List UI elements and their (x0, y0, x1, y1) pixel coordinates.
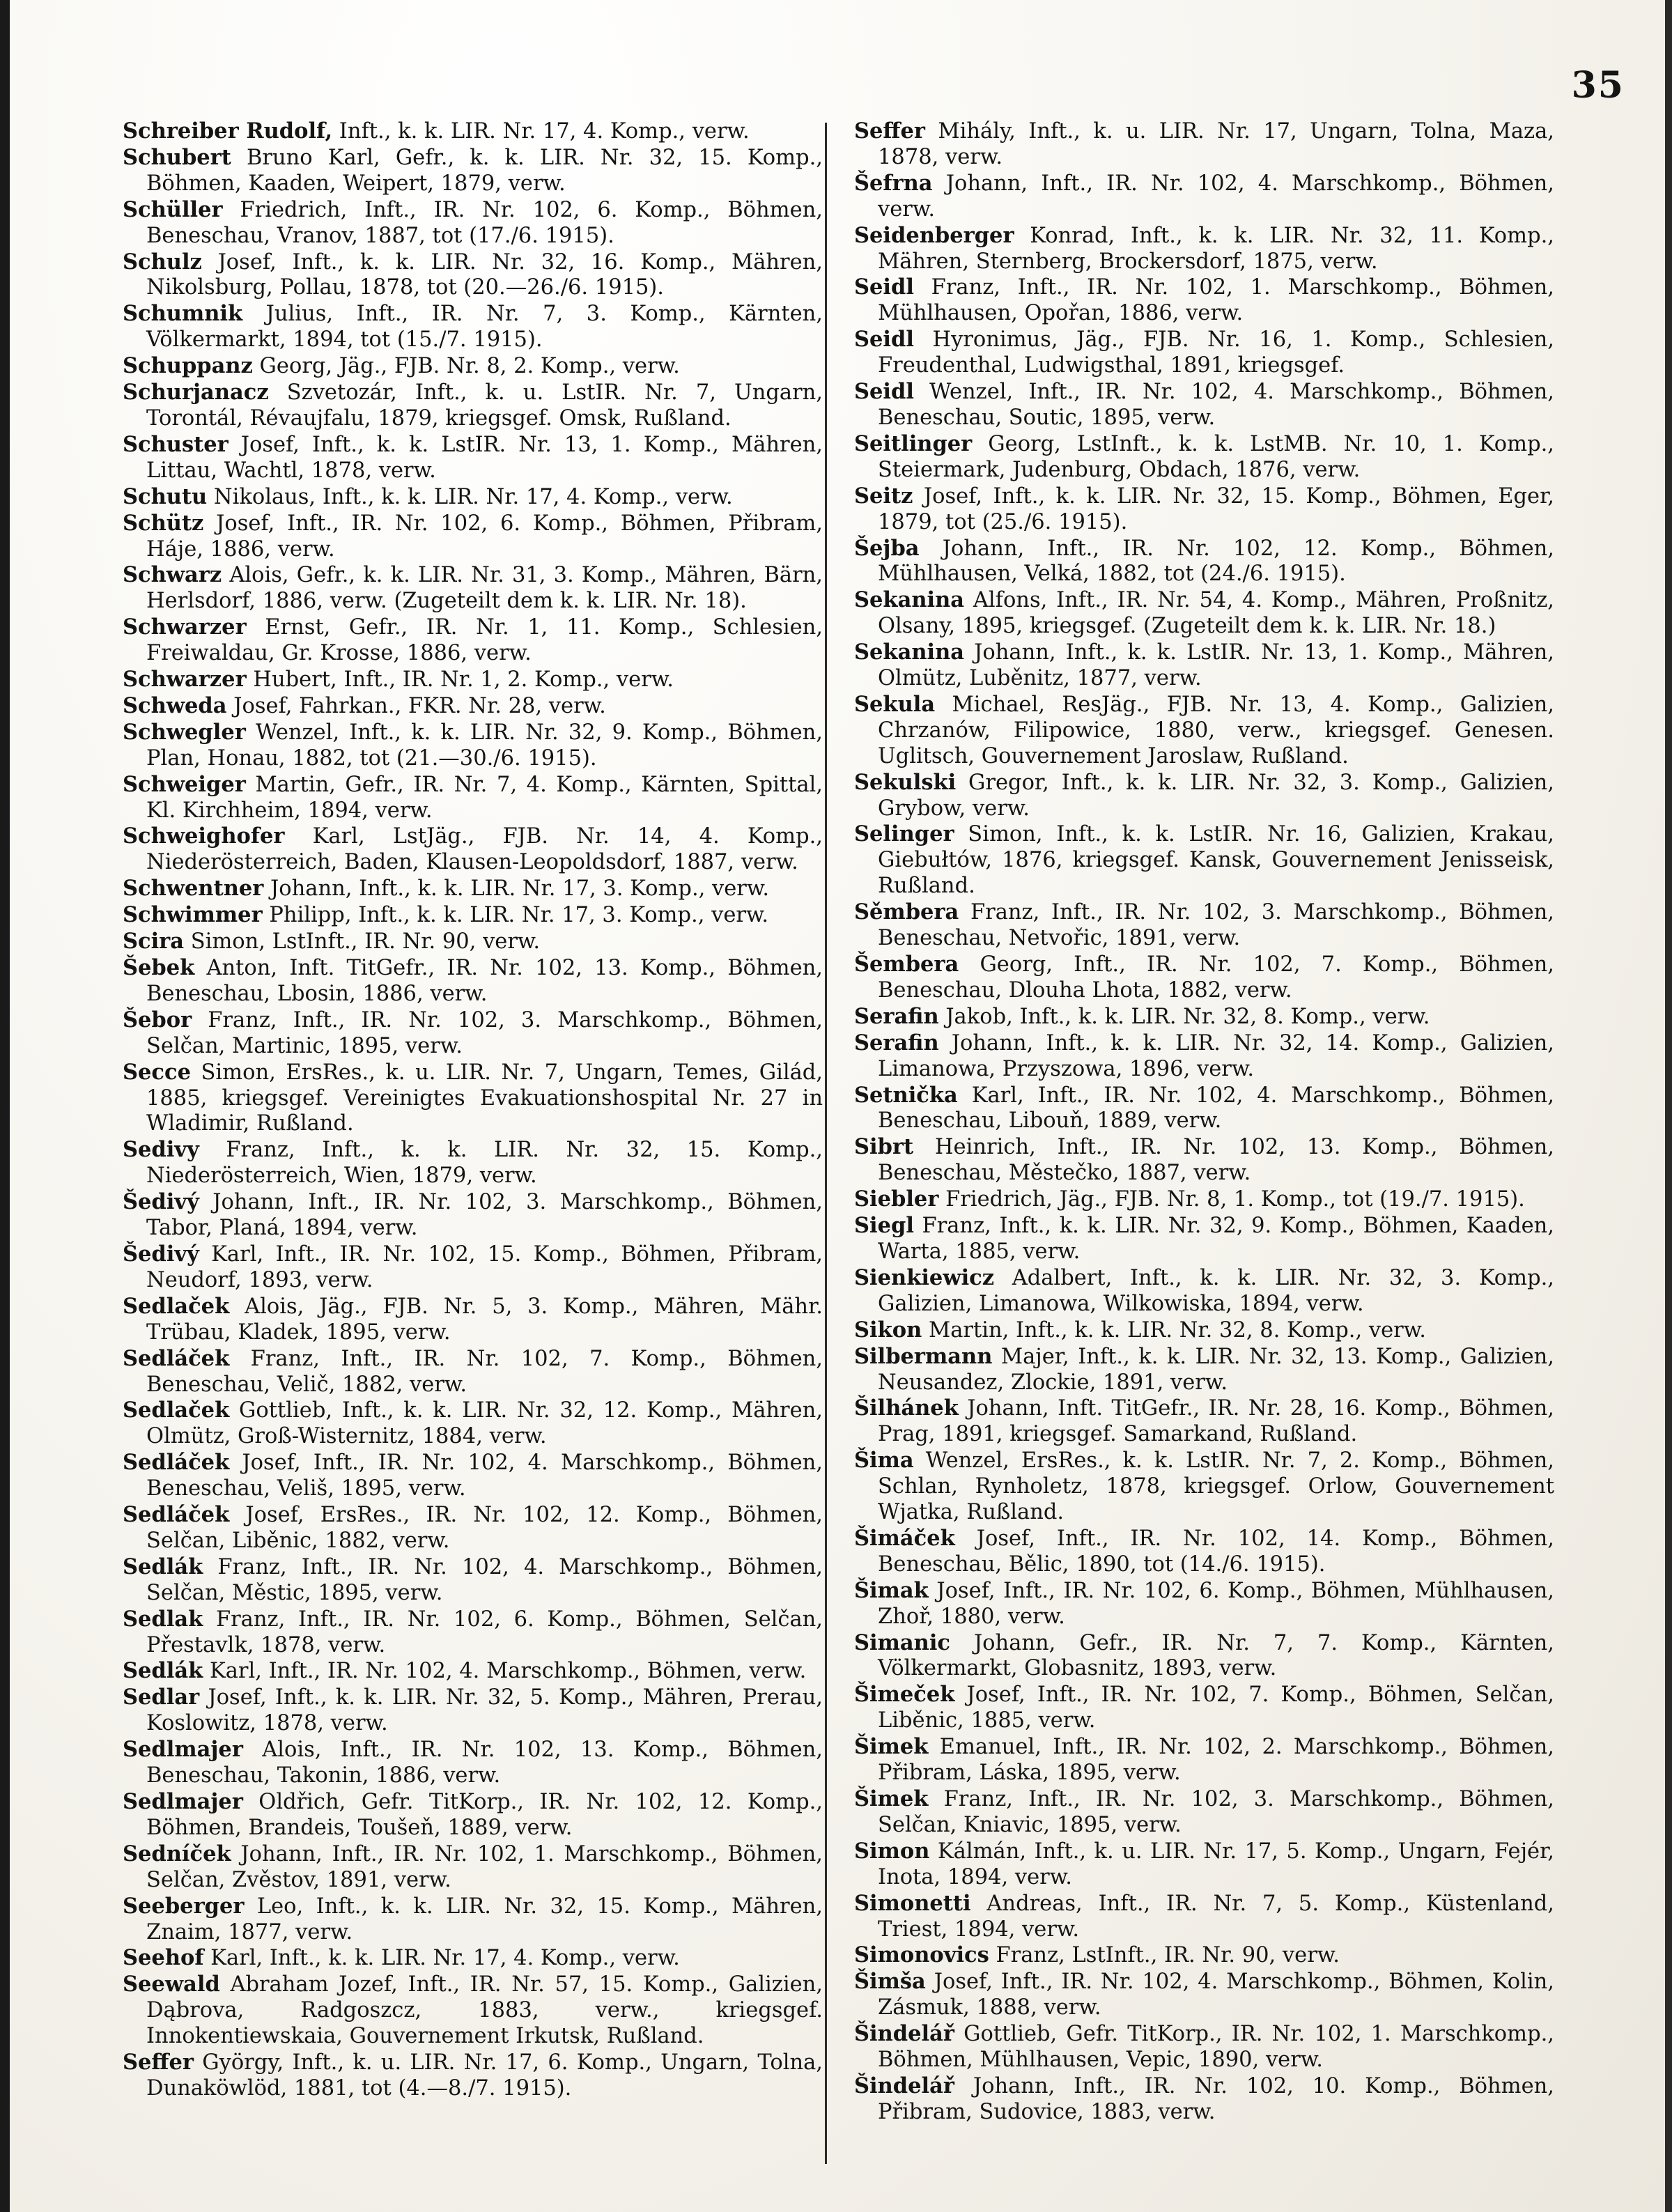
entry-name: Sedníček (123, 1841, 231, 1866)
list-item (123, 772, 823, 824)
entry-details: Franz, LstInft., IR. Nr. 90, verw. (989, 1943, 1340, 1968)
entry-details: Josef, Inft., IR. Nr. 102, 4. Marschkomp., Böhmen, Beneschau, Veliš, 1895, verw. (146, 1451, 823, 1501)
entry-name: Seffer (854, 118, 925, 144)
list-item (854, 1891, 1554, 1943)
entry-name: Schüller (123, 196, 223, 222)
entry-name: Seidl (854, 274, 914, 300)
entry-details: Andreas, Inft., IR. Nr. 7, 5. Komp., Küstenland, Triest, 1894, verw. (878, 1891, 1554, 1942)
entry-name: Schwarzer (123, 614, 247, 640)
entry-name: Schweda (123, 693, 227, 718)
entry-name: Sedlak (123, 1606, 203, 1632)
entry-name: Schweiger (123, 771, 246, 797)
list-item (854, 484, 1554, 536)
entry-details: Alois, Gefr., k. k. LIR. Nr. 31, 3. Komp., Mähren, Bärn, Herlsdorf, 1886, verw. (Zugeteilt dem k. k. LIR. Nr. 18). (146, 563, 823, 614)
entry-details: Josef, Inft., k. k. LIR. Nr. 32, 5. Komp., Mähren, Prerau, Koslowitz, 1878, verw. (146, 1685, 823, 1736)
entry-details: Emanuel, Inft., IR. Nr. 102, 2. Marschkomp., Böhmen, Přibram, Láska, 1895, verw. (878, 1735, 1554, 1786)
entry-details: Karl, Inft., IR. Nr. 102, 4. Marschkomp., Böhmen, verw. (203, 1659, 807, 1684)
list-item (854, 431, 1554, 484)
page-number: 35 (1571, 64, 1625, 107)
entry-name: Selinger (854, 821, 954, 847)
entry-details: Josef, ErsRes., IR. Nr. 102, 12. Komp., Böhmen, Selčan, Liběnic, 1882, verw. (146, 1503, 823, 1553)
entry-name: Sedláček (123, 1502, 230, 1528)
entry-name: Šimek (854, 1786, 929, 1811)
entry-details: Oldřich, Gefr. TitKorp., IR. Nr. 102, 12. Komp., Böhmen, Brandeis, Toušeň, 1889, verw. (146, 1790, 823, 1840)
entry-details: Mihály, Inft., k. u. LIR. Nr. 17, Ungarn, Tolna, Maza, 1878, verw. (878, 119, 1554, 169)
entry-name: Šefrna (854, 170, 933, 196)
entry-details: Hyronimus, Jäg., FJB. Nr. 16, 1. Komp., Schlesien, Freudenthal, Ludwigsthal, 1891, kriegsgef. (878, 327, 1554, 378)
entry-name: Sěmbera (854, 899, 959, 925)
entry-name: Šejba (854, 535, 920, 561)
entry-details: Wenzel, Inft., k. k. LIR. Nr. 32, 9. Komp., Böhmen, Plan, Honau, 1882, tot (21.—30./6. 1915). (146, 720, 823, 771)
list-item (123, 876, 823, 902)
entry-name: Sekanina (854, 587, 965, 613)
list-item (123, 1007, 823, 1060)
entry-details: Simon, Inft., k. k. LstIR. Nr. 16, Galizien, Krakau, Giebułtów, 1876, kriegsgef. Kansk, Gouvernement Jenisseisk, Rußland. (878, 822, 1554, 899)
entry-name: Schurjanacz (123, 380, 269, 405)
entry-details: György, Inft., k. u. LIR. Nr. 17, 6. Komp., Ungarn, Tolna, Dunaköwlöd, 1881, tot (4.—8./7. 1915). (146, 2050, 823, 2101)
entry-name: Seidl (854, 379, 914, 405)
list-item (123, 1607, 823, 1659)
list-item (854, 118, 1554, 171)
list-item (123, 118, 823, 145)
entry-details: Josef, Inft., k. k. LIR. Nr. 32, 15. Komp., Böhmen, Eger, 1879, tot (25./6. 1915). (878, 484, 1554, 534)
entry-details: Simon, ErsRes., k. u. LIR. Nr. 7, Ungarn, Temes, Gilád, 1885, kriegsgef. Vereinigtes Evakuationshospital Nr. 27 in Wladimir, Rußland. (146, 1060, 823, 1136)
list-item (854, 171, 1554, 223)
entry-details: Josef, Inft., IR. Nr. 102, 6. Komp., Böhmen, Mühlhausen, Zhoř, 1880, verw. (878, 1578, 1554, 1629)
entry-name: Sedláček (123, 1345, 230, 1371)
entry-name: Schwegler (123, 719, 246, 745)
list-item (123, 1554, 823, 1607)
entry-details: Bruno Karl, Gefr., k. k. LIR. Nr. 32, 15. Komp., Böhmen, Kaaden, Weipert, 1879, verw. (146, 145, 823, 196)
entry-name: Simonetti (854, 1890, 971, 1916)
list-item (854, 1969, 1554, 2021)
entry-name: Šimeček (854, 1682, 955, 1708)
list-item (123, 432, 823, 484)
left-column (123, 118, 823, 2102)
list-item (123, 1685, 823, 1737)
entry-details: Alois, Jäg., FJB. Nr. 5, 3. Komp., Mähren, Mähr. Trübau, Kladek, 1895, verw. (146, 1294, 823, 1345)
list-item (123, 614, 823, 667)
entry-name: Šedivý (123, 1189, 199, 1215)
entry-details: Johann, Inft., k. k. LIR. Nr. 17, 3. Komp., verw. (263, 876, 770, 902)
list-item (123, 902, 823, 929)
entry-name: Sedlaček (123, 1293, 230, 1319)
entry-name: Sedlák (123, 1554, 203, 1579)
entry-name: Schutu (123, 484, 208, 509)
entry-details: Karl, LstJäg., FJB. Nr. 14, 4. Komp., Niederösterreich, Baden, Klausen-Leopoldsdorf, 1887, verw. (146, 824, 823, 875)
list-item (123, 249, 823, 302)
list-item (854, 1630, 1554, 1683)
entry-name: Seeberger (123, 1893, 245, 1919)
list-item (854, 1134, 1554, 1186)
list-item (123, 1294, 823, 1346)
list-item (123, 1137, 823, 1189)
list-item (854, 1734, 1554, 1786)
list-item (854, 1786, 1554, 1839)
entry-details: Martin, Inft., k. k. LIR. Nr. 32, 8. Komp., verw. (922, 1317, 1426, 1343)
entry-details: Johann, Inft., IR. Nr. 102, 4. Marschkomp., Böhmen, verw. (878, 171, 1554, 222)
list-item (854, 379, 1554, 431)
entry-name: Sekula (854, 691, 936, 717)
entry-details: Josef, Inft., k. k. LstIR. Nr. 13, 1. Komp., Mähren, Littau, Wachtl, 1878, verw. (146, 432, 823, 483)
entry-name: Sedláček (123, 1450, 230, 1476)
entry-name: Schweighofer (123, 823, 285, 849)
entry-details: Franz, Inft., IR. Nr. 102, 7. Komp., Böhmen, Beneschau, Velič, 1882, verw. (146, 1346, 823, 1397)
entry-name: Sedlák (123, 1658, 203, 1684)
list-item (854, 1578, 1554, 1630)
entry-name: Šebek (123, 955, 195, 980)
entry-details: Franz, Inft., IR. Nr. 102, 3. Marschkomp., Böhmen, Selčan, Kniavic, 1895, verw. (878, 1787, 1554, 1837)
entry-details: Franz, Inft., k. k. LIR. Nr. 32, 9. Komp., Böhmen, Kaaden, Warta, 1885, verw. (878, 1214, 1554, 1264)
list-item (854, 1448, 1554, 1526)
entry-name: Sienkiewicz (854, 1264, 995, 1290)
entry-name: Sedivy (123, 1137, 199, 1163)
entry-details: Josef, Fahrkan., FKR. Nr. 28, verw. (226, 693, 606, 718)
list-item (854, 1317, 1554, 1344)
entry-name: Sedlaček (123, 1398, 230, 1423)
list-item (854, 223, 1554, 275)
list-item (123, 955, 823, 1007)
entry-details: Michael, ResJäg., FJB. Nr. 13, 4. Komp., Galizien, Chrzanów, Filipowice, 1880, verw., kriegsgef. Genesen. Uglitsch, Gouvernement Jaroslaw, Rußland. (878, 692, 1554, 768)
list-item (123, 1398, 823, 1450)
list-item (123, 1450, 823, 1502)
entry-name: Šedivý (123, 1241, 199, 1267)
entry-details: Johann, Inft. TitGefr., IR. Nr. 28, 16. Komp., Böhmen, Prag, 1891, kriegsgef. Samarkand, Rußland. (878, 1396, 1554, 1447)
list-item (854, 899, 1554, 952)
entry-name: Schuppanz (123, 353, 253, 379)
list-item (123, 667, 823, 693)
entry-details: Wenzel, ErsRes., k. k. LstIR. Nr. 7, 2. Komp., Böhmen, Schlan, Rynholetz, 1878, kriegsgef. Orlow, Gouvernement Wjatka, Rußland. (878, 1448, 1554, 1525)
entry-name: Schuster (123, 431, 229, 457)
entry-name: Šebor (123, 1007, 192, 1032)
entry-name: Simanic (854, 1630, 950, 1655)
entry-name: Simon (854, 1838, 930, 1864)
list-item (854, 1186, 1554, 1213)
entry-name: Sekanina (854, 640, 965, 665)
entry-details: Georg, LstInft., k. k. LstMB. Nr. 10, 1. Komp., Steiermark, Judenburg, Obdach, 1876, verw. (878, 431, 1554, 482)
entry-name: Šembera (854, 952, 959, 977)
entry-name: Seitlinger (854, 431, 973, 456)
list-item (123, 1189, 823, 1242)
entry-details: Johann, Inft., k. k. LstIR. Nr. 13, 1. Komp., Mähren, Olmütz, Luběnitz, 1877, verw. (878, 640, 1554, 691)
entry-details: Gregor, Inft., k. k. LIR. Nr. 32, 3. Komp., Galizien, Grybow, verw. (878, 770, 1554, 821)
entry-name: Šima (854, 1448, 914, 1474)
entry-details: Josef, Inft., IR. Nr. 102, 7. Komp., Böhmen, Selčan, Liběnic, 1885, verw. (878, 1683, 1554, 1733)
entry-details: Gottlieb, Gefr. TitKorp., IR. Nr. 102, 1. Marschkomp., Böhmen, Mühlhausen, Vepic, 1890, verw. (878, 2022, 1554, 2073)
entry-name: Seehof (123, 1945, 204, 1971)
list-item (854, 770, 1554, 822)
entry-name: Šimak (854, 1577, 929, 1603)
entry-name: Sibrt (854, 1134, 914, 1160)
entry-details: Alfons, Inft., IR. Nr. 54, 4. Komp., Mähren, Proßnitz, Olsany, 1895, kriegsgef. (Zugeteilt dem k. k. LIR. Nr. 18.) (878, 588, 1554, 639)
list-item (123, 1737, 823, 1789)
entry-name: Seitz (854, 483, 913, 509)
entry-details: Franz, Inft., k. k. LIR. Nr. 32, 15. Komp., Niederösterreich, Wien, 1879, verw. (146, 1138, 823, 1189)
list-item (123, 1060, 823, 1138)
list-item (123, 197, 823, 249)
entry-details: Gottlieb, Inft., k. k. LIR. Nr. 32, 12. Komp., Mähren, Olmütz, Groß-Wisternitz, 1884, verw. (146, 1398, 823, 1449)
entry-details: Johann, Gefr., IR. Nr. 7, 7. Komp., Kärnten, Völkermarkt, Globasnitz, 1893, verw. (878, 1630, 1554, 1681)
entry-details: Philipp, Inft., k. k. LIR. Nr. 17, 3. Komp., verw. (262, 903, 769, 928)
entry-name: Simonovics (854, 1942, 989, 1968)
entry-details: Franz, Inft., IR. Nr. 102, 1. Marschkomp., Böhmen, Mühlhausen, Opořan, 1886, verw. (878, 275, 1554, 326)
list-item (123, 1945, 823, 1972)
entry-details: Friedrich, Jäg., FJB. Nr. 8, 1. Komp., tot (19./7. 1915). (938, 1187, 1525, 1212)
entry-name: Secce (123, 1059, 191, 1085)
entry-name: Šimša (854, 1969, 926, 1995)
entry-details: Johann, Inft., IR. Nr. 102, 3. Marschkomp., Böhmen, Tabor, Planá, 1894, verw. (146, 1190, 823, 1241)
entry-details: Franz, Inft., IR. Nr. 102, 3. Marschkomp., Böhmen, Selčan, Martinic, 1895, verw. (146, 1007, 823, 1058)
entry-name: Sekulski (854, 769, 957, 795)
entry-details: Kálmán, Inft., k. u. LIR. Nr. 17, 5. Komp., Ungarn, Fejér, Inota, 1894, verw. (878, 1839, 1554, 1889)
list-item (854, 1213, 1554, 1265)
entry-name: Scira (123, 929, 185, 954)
entry-details: Jakob, Inft., k. k. LIR. Nr. 32, 8. Komp., verw. (938, 1004, 1430, 1029)
list-item (123, 2050, 823, 2102)
entry-name: Schwimmer (123, 902, 263, 928)
entry-details: Johann, Inft., k. k. LIR. Nr. 32, 14. Komp., Galizien, Limanowa, Przyszowa, 1896, verw. (878, 1030, 1554, 1081)
entry-details: Majer, Inft., k. k. LIR. Nr. 32, 13. Komp., Galizien, Neusandez, Zlockie, 1891, verw. (878, 1344, 1554, 1395)
entry-name: Sikon (854, 1317, 922, 1343)
entry-details: Nikolaus, Inft., k. k. LIR. Nr. 17, 4. Komp., verw. (207, 484, 733, 509)
entry-name: Serafin (854, 1030, 939, 1055)
entry-name: Schulz (123, 249, 202, 274)
entry-name: Šilhánek (854, 1395, 959, 1421)
list-item (123, 823, 823, 876)
entry-details: Johann, Inft., IR. Nr. 102, 12. Komp., Böhmen, Mühlhausen, Velká, 1882, tot (24./6. 1915). (878, 536, 1554, 587)
list-item (123, 1972, 823, 2050)
list-item (854, 1344, 1554, 1396)
entry-details: Georg, Inft., IR. Nr. 102, 7. Komp., Böhmen, Beneschau, Dlouha Lhota, 1882, verw. (878, 952, 1554, 1003)
list-item (854, 327, 1554, 379)
list-item (123, 511, 823, 563)
list-item (123, 1346, 823, 1398)
entry-name: Šimek (854, 1734, 929, 1760)
list-item (854, 1839, 1554, 1891)
list-item (854, 1682, 1554, 1734)
list-item (854, 1083, 1554, 1135)
entry-name: Sedlmajer (123, 1737, 243, 1763)
entry-name: Siegl (854, 1213, 914, 1239)
entry-details: Simon, LstInft., IR. Nr. 90, verw. (184, 929, 541, 954)
list-item (123, 1502, 823, 1554)
list-item (854, 274, 1554, 327)
entry-name: Seewald (123, 1972, 220, 1997)
entry-details: Georg, Jäg., FJB. Nr. 8, 2. Komp., verw. (252, 354, 680, 379)
list-item (123, 1841, 823, 1894)
list-item (123, 1894, 823, 1946)
entry-details: Szvetozár, Inft., k. u. LstIR. Nr. 7, Ungarn, Torontál, Révaujfalu, 1879, kriegsgef. Omsk, Rußland. (146, 380, 823, 431)
entry-details: Julius, Inft., IR. Nr. 7, 3. Komp., Kärnten, Völkermarkt, 1894, tot (15./7. 1915). (146, 302, 823, 353)
list-item (854, 1030, 1554, 1083)
entry-details: Johann, Inft., IR. Nr. 102, 10. Komp., Böhmen, Přibram, Sudovice, 1883, verw. (878, 2073, 1554, 2124)
entry-name: Šindelář (854, 2021, 954, 2047)
entry-name: Serafin (854, 1003, 939, 1029)
entry-name: Silbermann (854, 1343, 993, 1369)
entry-details: Franz, Inft., IR. Nr. 102, 4. Marschkomp., Böhmen, Selčan, Městic, 1895, verw. (146, 1554, 823, 1605)
entry-details: Karl, Inft., k. k. LIR. Nr. 17, 4. Komp., verw. (203, 1946, 680, 1971)
entry-name: Šimáček (854, 1525, 955, 1551)
entry-details: Franz, Inft., IR. Nr. 102, 3. Marschkomp., Böhmen, Beneschau, Netvořic, 1891, verw. (878, 900, 1554, 951)
list-item (123, 380, 823, 432)
entry-details: Hubert, Inft., IR. Nr. 1, 2. Komp., verw. (246, 667, 674, 693)
entry-details: Anton, Inft. TitGefr., IR. Nr. 102, 13. Komp., Böhmen, Beneschau, Lbosin, 1886, verw. (146, 956, 823, 1006)
entry-details: Josef, Inft., IR. Nr. 102, 14. Komp., Böhmen, Beneschau, Bělic, 1890, tot (14./6. 1915). (878, 1526, 1554, 1577)
list-item (123, 1789, 823, 1841)
entry-name: Schwarzer (123, 667, 247, 693)
entry-details: Josef, Inft., IR. Nr. 102, 4. Marschkomp., Böhmen, Kolin, Zásmuk, 1888, verw. (878, 1970, 1554, 2020)
entry-details: Adalbert, Inft., k. k. LIR. Nr. 32, 3. Komp., Galizien, Limanowa, Wilkowiska, 1894, verw. (878, 1265, 1554, 1316)
list-item (854, 536, 1554, 588)
entry-name: Schwarz (123, 562, 222, 588)
list-item (123, 484, 823, 511)
entry-details: Josef, Inft., k. k. LIR. Nr. 32, 16. Komp., Mähren, Nikolsburg, Pollau, 1878, tot (20.—26./6. 1915). (146, 249, 823, 300)
list-item (123, 301, 823, 353)
list-item (854, 821, 1554, 899)
entry-details: Heinrich, Inft., IR. Nr. 102, 13. Komp., Böhmen, Beneschau, Městečko, 1887, verw. (878, 1135, 1554, 1186)
entry-name: Seidl (854, 327, 914, 353)
list-item (123, 929, 823, 955)
entry-details: Josef, Inft., IR. Nr. 102, 6. Komp., Böhmen, Přibram, Háje, 1886, verw. (146, 511, 823, 562)
list-item (854, 1942, 1554, 1969)
list-item (854, 952, 1554, 1004)
entry-name: Seffer (123, 2050, 194, 2075)
column-divider (825, 123, 827, 2164)
entry-details: Karl, Inft., IR. Nr. 102, 15. Komp., Böhmen, Přibram, Neudorf, 1893, verw. (146, 1242, 823, 1292)
entry-details: Wenzel, Inft., IR. Nr. 102, 4. Marschkomp., Böhmen, Beneschau, Soutic, 1895, verw. (878, 380, 1554, 430)
entry-details: Johann, Inft., IR. Nr. 102, 1. Marschkomp., Böhmen, Selčan, Zvěstov, 1891, verw. (146, 1841, 823, 1892)
entry-details: Konrad, Inft., k. k. LIR. Nr. 32, 11. Komp., Mähren, Sternberg, Brockersdorf, 1875, verw. (878, 223, 1554, 274)
right-column (854, 118, 1554, 2126)
list-item (854, 587, 1554, 640)
entry-name: Schreiber Rudolf, (123, 118, 333, 144)
list-item (854, 640, 1554, 692)
entry-name: Setnička (854, 1082, 958, 1108)
list-item (123, 562, 823, 614)
list-item (854, 1265, 1554, 1317)
entry-name: Schütz (123, 510, 204, 536)
list-item (854, 2073, 1554, 2126)
entry-name: Seidenberger (854, 222, 1014, 248)
list-item (123, 353, 823, 380)
list-item (854, 1395, 1554, 1448)
entry-name: Siebler (854, 1186, 939, 1212)
list-item (854, 1526, 1554, 1578)
entry-name: Schumnik (123, 301, 243, 327)
entry-details: Friedrich, Inft., IR. Nr. 102, 6. Komp., Böhmen, Beneschau, Vranov, 1887, tot (17./6. 1915). (146, 197, 823, 248)
entry-details: Martin, Gefr., IR. Nr. 7, 4. Komp., Kärnten, Spittal, Kl. Kirchheim, 1894, verw. (146, 772, 823, 823)
entry-name: Schwentner (123, 876, 264, 902)
list-item (123, 693, 823, 720)
list-item (854, 1004, 1554, 1030)
list-item (123, 720, 823, 772)
list-item (123, 1242, 823, 1294)
list-item (854, 692, 1554, 770)
entry-details: Karl, Inft., IR. Nr. 102, 4. Marschkomp., Böhmen, Beneschau, Libouň, 1889, verw. (878, 1083, 1554, 1134)
entry-details: Leo, Inft., k. k. LIR. Nr. 32, 15. Komp., Mähren, Znaim, 1877, verw. (146, 1894, 823, 1944)
entry-name: Sedlar (123, 1685, 200, 1710)
entry-details: Inft., k. k. LIR. Nr. 17, 4. Komp., verw. (332, 119, 750, 144)
entry-name: Sedlmajer (123, 1789, 243, 1814)
entry-details: Alois, Inft., IR. Nr. 102, 13. Komp., Böhmen, Beneschau, Takonin, 1886, verw. (146, 1738, 823, 1788)
entry-details: Abraham Jozef, Inft., IR. Nr. 57, 15. Komp., Galizien, Dąbrova, Radgoszcz, 1883, verw., kriegsgef. Innokentiewskaia, Gouvernement Irkutsk, Rußland. (146, 1972, 823, 2049)
entry-name: Šindelář (854, 2073, 954, 2098)
list-item (123, 145, 823, 197)
list-item (123, 1658, 823, 1685)
entry-name: Schubert (123, 144, 231, 170)
list-item (854, 2021, 1554, 2073)
entry-details: Franz, Inft., IR. Nr. 102, 6. Komp., Böhmen, Selčan, Přestavlk, 1878, verw. (146, 1607, 823, 1657)
entry-details: Ernst, Gefr., IR. Nr. 1, 11. Komp., Schlesien, Freiwaldau, Gr. Krosse, 1886, verw. (146, 615, 823, 666)
